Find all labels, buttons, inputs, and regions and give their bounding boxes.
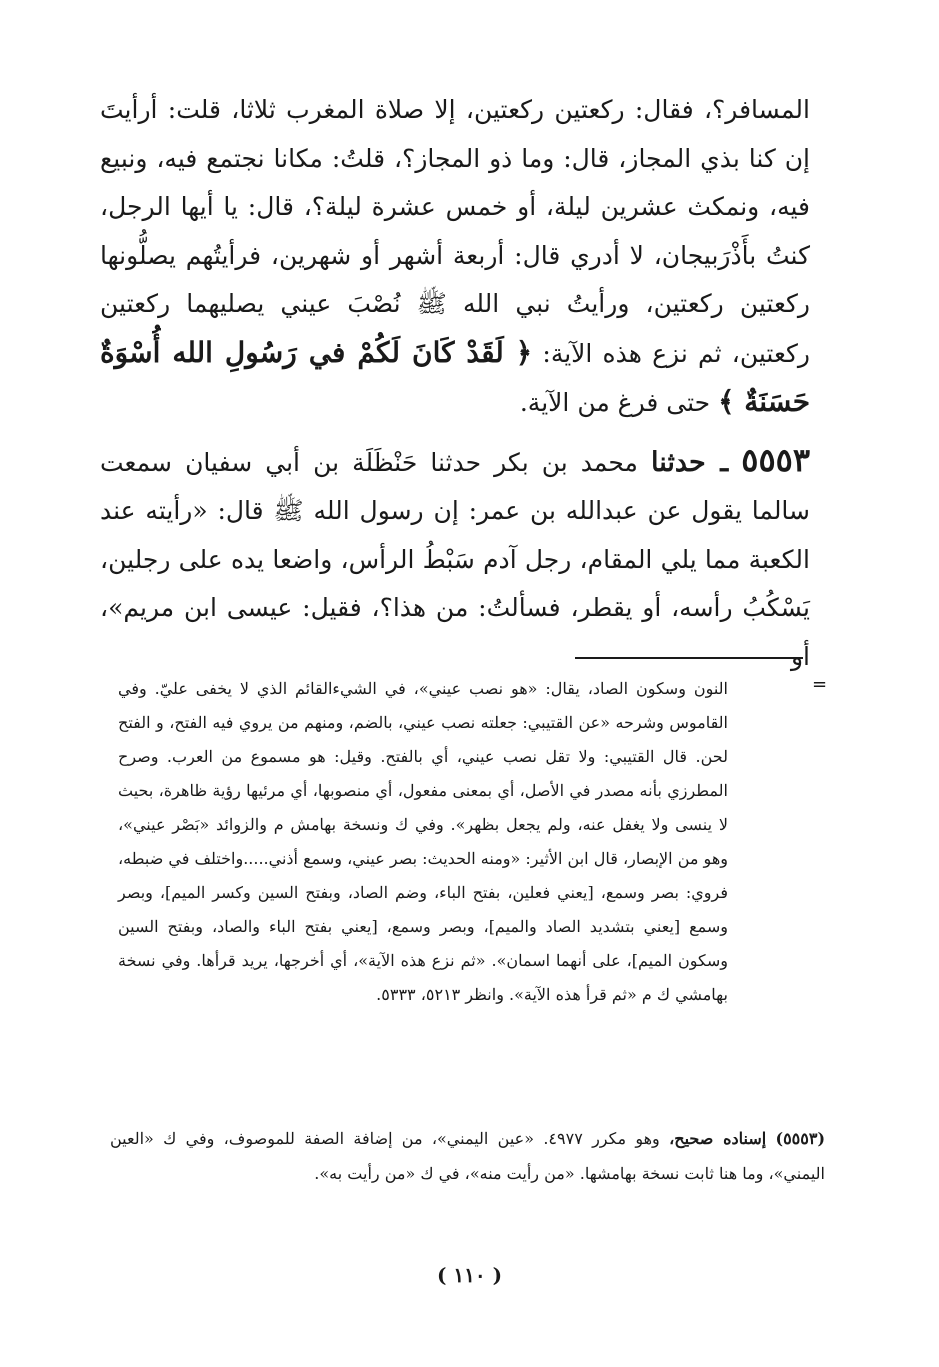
footnote-continuation xyxy=(118,672,728,1012)
footnote-5553 xyxy=(110,1121,825,1191)
footnote-body: وهو مكرر ٤٩٧٧. «عين اليمني»، من إضافة الصفة للموصوف، وفي ك «العين اليمني»، وما هنا ثابت نسخة بهامشها. «من رأيت منه»، في ك «من رأيت به». xyxy=(110,1129,825,1183)
footnote-text: النون وسكون الصاد، يقال: «هو نصب عيني»، في الشيءالقائم الذي لا يخفى عليّ. وفي القاموس وشرحه «عن القتيبي: جعلته نصب عيني، بالضم، ومنهم من يروي فيه الفتح، و الفتح لحن. قال القتيبي: ولا تقل نصب عيني، أي بالفتح. وقيل: هو مسموع من العرب. وصرح المطرزي بأنه مصدر في الأصل، أي بمعنى مفعول، أي منصوبها، أي مرئيها رؤية ظاهرة، بحيث لا ينسى ولا يغفل عنه، ولم يجعل بظهر». وفي ك ونسخة بهامش م والزوائد «بَصْر عيني»، وهو من الإبصار، قال ابن الأثير: «ومنه الحديث: بصر عيني، وسمع أذني.....واختلف في ضبطه، فروي: بصر وسمع، [يعني فعلين، بفتح الباء، وضم الصاد، وبفتح السين وكسر الميم]، وبصر وسمع [يعني بتشديد الصاد والميم]، وبصر وسمع، [يعني بفتح الباء والصاد، وبفتح السين وسكون الميم]، على أنهما اسمان». «ثم نزع هذه الآية»، أي أخرجها، يريد قرأها. وفي نسخة بهامشي ك م «ثم قرأ هذه الآية». وانظر ٥٢١٣، ٥٣٣٣. xyxy=(118,679,728,1004)
main-text xyxy=(100,86,810,681)
footnote-divider xyxy=(575,657,803,659)
page-number: ( ١١٠ ) xyxy=(436,1263,503,1287)
hadith-continuation-paragraph xyxy=(100,86,810,428)
paragraph-text: المسافر؟، فقال: ركعتين ركعتين، إلا صلاة المغرب ثلاثا، قلت: أرأيتَ إن كنا بذي المجاز، قال: وما ذو المجاز؟، قلتُ: مكانا نجتمع فيه، ونبيع فيه، ونمكث عشرين ليلة، أو خمس عشرة ليلة؟، قال: يا أيها الرجل، كنتُ بأَذْرَبيجان، لا أدري قال: أربعة أشهر أو شهرين، فرأيتُهم يصلُّونها ركعتين ركعتين، ورأيتُ نبي الله ﷺ نُصْبَ عيني يصليهما ركعتين ركعتين، ثم نزع هذه الآية: xyxy=(100,95,810,368)
footnote-lead: إسناده صحيح، xyxy=(669,1129,767,1148)
footnote-paragraph xyxy=(110,1121,825,1191)
quran-verse: ﴿ لَقَدْ كَانَ لَكُمْ في رَسُولِ الله أُسْوَةٌ حَسَنَةٌ ﴾ xyxy=(100,335,810,418)
footnote-continuation-mark: = xyxy=(812,674,828,695)
hadith-number: ٥٥٥٣ xyxy=(741,440,811,479)
paragraph-text-end: حتى فرغ من الآية. xyxy=(519,388,711,417)
hadith-paragraph xyxy=(100,436,810,682)
footnote-number: (٥٥٥٣) xyxy=(775,1129,826,1148)
hadith-text: محمد بن بكر حدثنا حَنْظَلَة بن أبي سفيان سمعت سالما يقول عن عبدالله بن عمر: إن رسول الله ﷺ قال: «رأيته عند الكعبة مما يلي المقام، رجل آدم سَبْطُ الرأس، واضعا يده على رجلين، يَسْكُبُ رأسه، أو يقطر، فسألتُ: من هذا؟، فقيل: عيسى ابن مريم»، أو xyxy=(100,447,810,671)
hadith-lead: ـ حدثنا xyxy=(651,446,729,478)
